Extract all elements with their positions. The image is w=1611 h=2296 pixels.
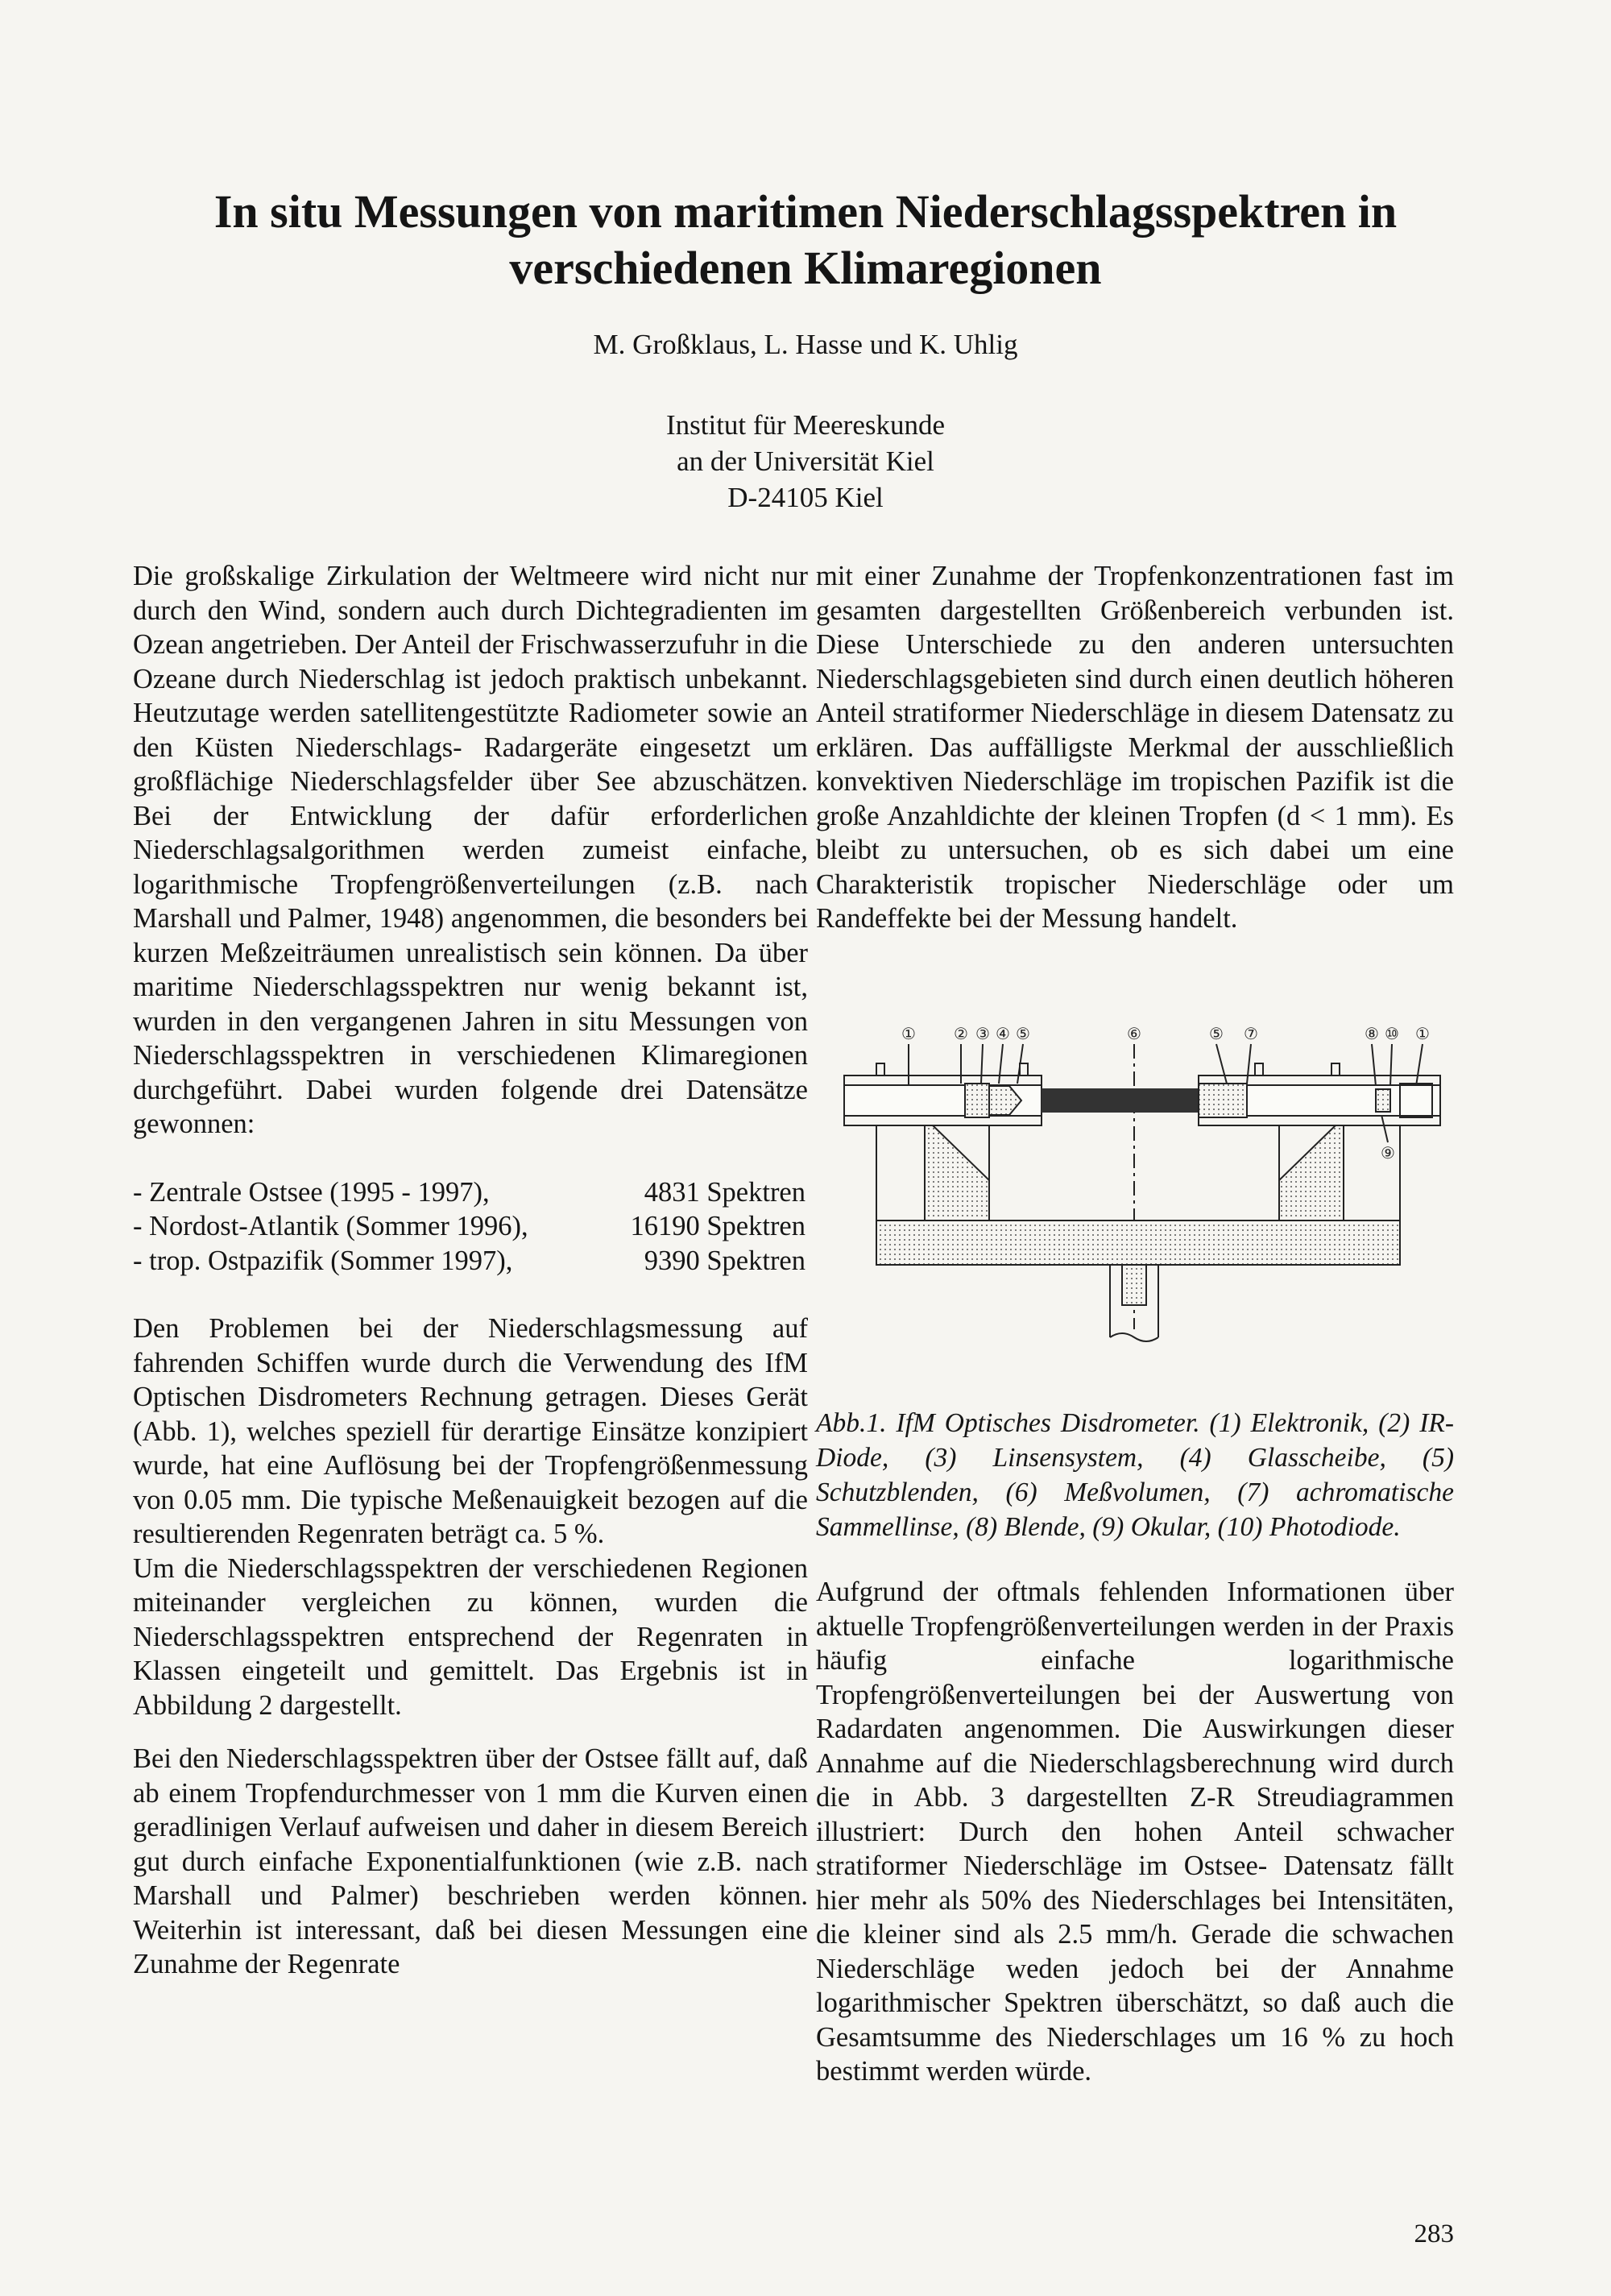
institute-line-2: an der Universität Kiel [677, 446, 934, 477]
paragraph-intro: Die großskalige Zirkulation der Weltmeere wird nicht nur durch den Wind, sondern auch durch Dichtegradienten im Ozean angetrieben. Der Anteil der Frischwasserzufuhr in die Ozeane durch Niederschlag ist jedoch praktisch unbekannt. Heutzutage werden satellitengestützte Radiometer sowie an den Küsten Niederschlags- Radargeräte eingesetzt um großflächige Niederschlagsfelder über See abzuschätzen. Bei der Entwicklung der dafür erforderlichen Niederschlagsalgorithmen werden zumeist einfache, logarithmische Tropfengrößenverteilungen (z.B. nach Marshall und Palmer, 1948) angenommen, die besonders bei kurzen Meßzeiträumen unrealistisch sein können. Da über maritime Niederschlagsspektren nur wenig bekannt ist, wurden in den vergangenen Jahren in situ Messungen von Niederschlagsspektren in verschiedenen Klimaregionen durchgeführt. Dabei wurden folgende drei Datensätze gewonnen: [133, 561, 808, 1139]
figure-label: ⑤ [1016, 1024, 1030, 1043]
disdrometer-figure [820, 1015, 1456, 1353]
paragraph-zr: Aufgrund der oftmals fehlenden Informationen über aktuelle Tropfengrößenverteilungen werden in der Praxis häufig einfache logarithmische Tropfengrößenverteilungen bei der Auswertung von Radardaten angenommen. Die Auswirkungen dieser Annahme auf die Niederschlagsberechnung wird durch die in Abb. 3 dargestellten Z-R Streudiagrammen illustriert: Durch den hohen Anteil schwacher stratiformer Niederschläge im Ostsee- Datensatz fällt hier mehr als 50% des Niederschlages bei Intensitäten, die kleiner sind als 2.5 mm/h. Gerade die schwachen Niederschläge weden jedoch bei der Annahme logarithmischer Spektren überschätzt, so daß auch die Gesamtsumme des Niederschlages um 16 % zu hoch bestimmt werden würde. [816, 1577, 1454, 2087]
figure-label: ④ [996, 1024, 1010, 1043]
dataset-list [133, 1175, 808, 1279]
paragraph-ostsee: Bei den Niederschlagsspektren über der Ostsee fällt auf, daß ab einem Tropfendurchmesser von 1 mm die Kurven einen geradlinigen Verlauf aufweisen und daher in diesem Bereich gut durch einfache Exponentialfunktionen (wie z.B. nach Marshall und Palmer) beschrieben werden können. Weiterhin ist interessant, daß bei diesen Messungen eine Zunahme der Regenrate [133, 1743, 808, 1979]
institute-line-1: Institut für Meereskunde [665, 409, 946, 441]
figure-label: ⑥ [1127, 1024, 1141, 1043]
figure-label: ② [954, 1024, 968, 1043]
list-item: - Nordost-Atlantik (Sommer 1996), 16190 Spektren [133, 1211, 806, 1241]
right-column-bottom [816, 1575, 1454, 2089]
paper-title: In situ Messungen von maritimen Niederschlagsspektren in verschiedenen Klimaregionen [213, 185, 1398, 294]
figure-label: ⑦ [1244, 1024, 1258, 1043]
figure-label: ⑤ [1209, 1024, 1224, 1043]
figure-label: ⑨ [1381, 1143, 1395, 1163]
right-column-top [816, 559, 1454, 936]
paragraph-disdrometer: Den Problemen bei der Niederschlagsmessung auf fahrenden Schiffen wurde durch die Verwendung des IfM Optischen Disdrometers Rechnung getragen. Dieses Gerät (Abb. 1), welches speziell für derartige Einsätze konzipiert wurde, hat eine Auflösung bei der Tropfengrößenmessung von 0.05 mm. Die typische Meßenauigkeit bezogen auf die resultierenden Regenraten beträgt ca. 5 %. [133, 1313, 808, 1549]
list-item: - Zentrale Ostsee (1995 - 1997), 4831 Spektren [133, 1176, 806, 1208]
page-number: 283 [1414, 2219, 1454, 2248]
left-column [133, 559, 808, 1982]
affiliation [0, 407, 1611, 516]
figure-label: ③ [975, 1024, 990, 1043]
authors: M. Großklaus, L. Hasse und K. Uhlig [593, 329, 1018, 360]
measuring-volume [1042, 1088, 1199, 1113]
figure-caption: Abb.1. IfM Optisches Disdrometer. (1) Elektronik, (2) IR-Diode, (3) Linsensystem, (4) Glasscheibe, (5) Schutzblenden, (6) Meßvolumen, (7) achromatische Sammellinse, (8) Blende, (9) Okular, (10) Photodiode. [816, 1408, 1454, 1542]
institute-line-3: D-24105 Kiel [727, 482, 884, 513]
paragraph-classes: Um die Niederschlagsspektren der verschiedenen Regionen miteinander vergleichen zu können, wurden die Niederschlagsspektren entsprechend der Regenraten in Klassen eingeteilt und gemittelt. Das Ergebnis ist in Abbildung 2 dargestellt. [133, 1552, 808, 1721]
list-item: - trop. Ostpazifik (Sommer 1997), 9390 Spektren [133, 1245, 806, 1276]
figure-label: ① [1415, 1024, 1430, 1043]
paragraph-continued: mit einer Zunahme der Tropfenkonzentrationen fast im gesamten dargestellten Größenbereich verbunden ist. Diese Unterschiede zu den anderen untersuchten Niederschlagsgebieten sind durch einen deutlich höheren Anteil stratiformer Niederschläge in diesem Datensatz zu erklären. Das auffälligste Merkmal der ausschließlich konvektiven Niederschläge im tropischen Pazifik ist die große Anzahldichte der kleinen Tropfen (d < 1 mm). Es bleibt zu untersuchen, ob es sich dabei um eine Charakteristik tropischer Niederschläge oder um Randeffekte bei der Messung handelt. [816, 561, 1454, 934]
figure-label: ⑧ [1365, 1024, 1379, 1043]
figure-label: ⑩ [1385, 1024, 1399, 1043]
figure-label: ① [901, 1024, 916, 1043]
